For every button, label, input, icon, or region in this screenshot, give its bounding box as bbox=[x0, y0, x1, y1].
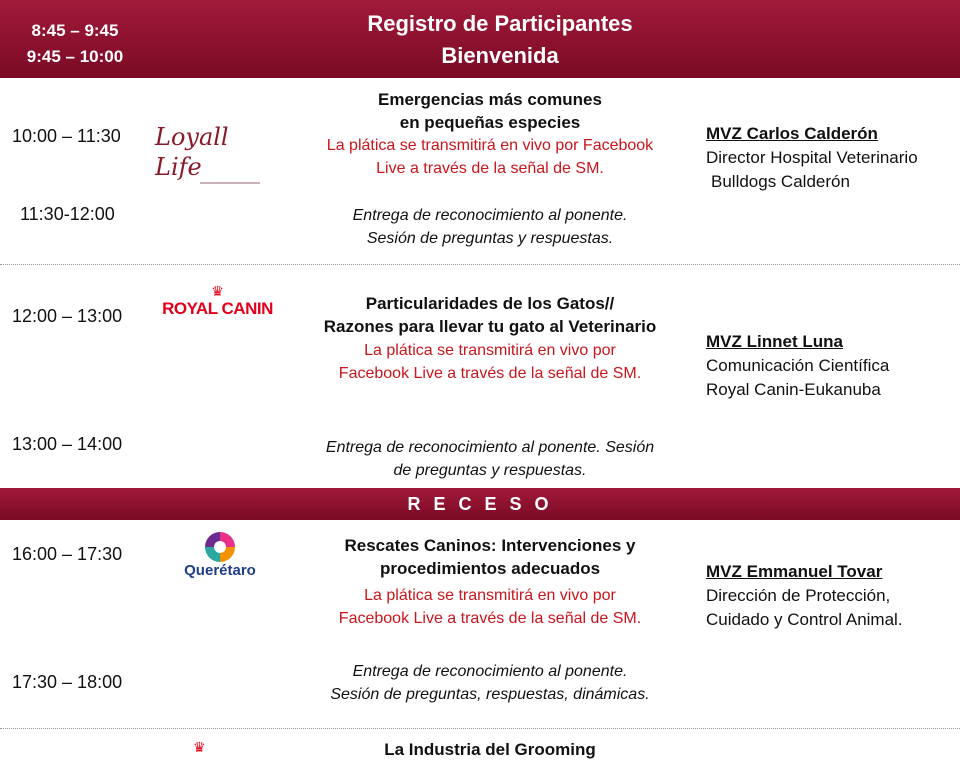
header-time-1: 8:45 – 9:45 bbox=[31, 21, 119, 40]
session1-note-2: Live a través de la señal de SM. bbox=[376, 160, 604, 177]
session2-followup-2: de preguntas y respuestas. bbox=[393, 462, 587, 479]
divider bbox=[0, 728, 960, 729]
royal-canin-logo-text: ROYAL CANIN bbox=[162, 299, 273, 318]
session2-title-1: Particularidades de los Gatos// bbox=[365, 294, 615, 313]
session4-title-1: La Industria del Grooming bbox=[384, 740, 596, 759]
session2-speaker-name: MVZ Linnet Luna bbox=[706, 332, 843, 351]
header-title-2: Bienvenida bbox=[441, 43, 559, 68]
session2-note-2: Facebook Live a través de la señal de SM. bbox=[338, 365, 642, 382]
session2-followup-time: 13:00 – 14:00 bbox=[12, 434, 123, 454]
session1-speaker-name: MVZ Carlos Calderón bbox=[706, 124, 878, 143]
queretaro-logo-text: Querétaro bbox=[184, 562, 256, 579]
session1-followup-2: Sesión de preguntas y respuestas. bbox=[366, 230, 614, 247]
session3-followup-2: Sesión de preguntas, respuestas, dinámicas. bbox=[330, 686, 650, 703]
session1-followup-1: Entrega de reconocimiento al ponente. bbox=[352, 207, 628, 224]
session2-speaker-line-1: Comunicación Científica bbox=[706, 356, 890, 375]
header-time-2: 9:45 – 10:00 bbox=[26, 47, 124, 66]
session1-title-1: Emergencias más comunes bbox=[378, 90, 602, 109]
queretaro-emblem-icon bbox=[205, 532, 235, 562]
receso-band bbox=[0, 488, 960, 520]
queretaro-logo bbox=[160, 532, 280, 579]
loyall-life-logo-text: Loyall Life bbox=[155, 123, 229, 181]
session3-followup-time: 17:30 – 18:00 bbox=[12, 672, 123, 692]
session3-speaker-name: MVZ Emmanuel Tovar bbox=[706, 562, 883, 581]
session3-time: 16:00 – 17:30 bbox=[12, 544, 123, 564]
session1-note-1: La plática se transmitirá en vivo por Facebook bbox=[326, 137, 654, 154]
session3-speaker-line-2: Cuidado y Control Animal. bbox=[706, 610, 903, 629]
session3-followup-1: Entrega de reconocimiento al ponente. bbox=[352, 663, 628, 680]
session2-time: 12:00 – 13:00 bbox=[12, 306, 123, 326]
crown-icon: ♛ bbox=[211, 283, 224, 299]
session3-note-2: Facebook Live a través de la señal de SM. bbox=[338, 610, 642, 627]
session2-followup-1: Entrega de reconocimiento al ponente. Sesión bbox=[325, 439, 655, 456]
header-title-1: Registro de Participantes bbox=[367, 11, 633, 36]
session1-speaker-line-1: Director Hospital Veterinario bbox=[706, 148, 918, 167]
receso-label: R E C E S O bbox=[407, 494, 553, 514]
royal-canin-logo bbox=[150, 284, 285, 320]
session1-title-2: en pequeñas especies bbox=[399, 113, 581, 132]
session1-time: 10:00 – 11:30 bbox=[12, 126, 121, 146]
divider bbox=[0, 264, 960, 265]
header-band bbox=[0, 0, 960, 78]
session3-note-1: La plática se transmitirá en vivo por bbox=[364, 587, 616, 604]
session3-title-1: Rescates Caninos: Intervenciones y bbox=[344, 536, 636, 555]
session2-title-2: Razones para llevar tu gato al Veterinario bbox=[323, 317, 657, 336]
session1-followup-time: 11:30-12:00 bbox=[20, 204, 115, 224]
loyall-life-logo bbox=[155, 122, 280, 181]
crown-icon: ♛ bbox=[193, 739, 206, 755]
session1-speaker-line-2: Bulldogs Calderón bbox=[711, 172, 850, 191]
session2-note-1: La plática se transmitirá en vivo por bbox=[364, 342, 616, 359]
session2-speaker-line-2: Royal Canin-Eukanuba bbox=[706, 380, 881, 399]
session3-title-2: procedimientos adecuados bbox=[379, 559, 601, 578]
session3-speaker-line-1: Dirección de Protección, bbox=[706, 586, 891, 605]
